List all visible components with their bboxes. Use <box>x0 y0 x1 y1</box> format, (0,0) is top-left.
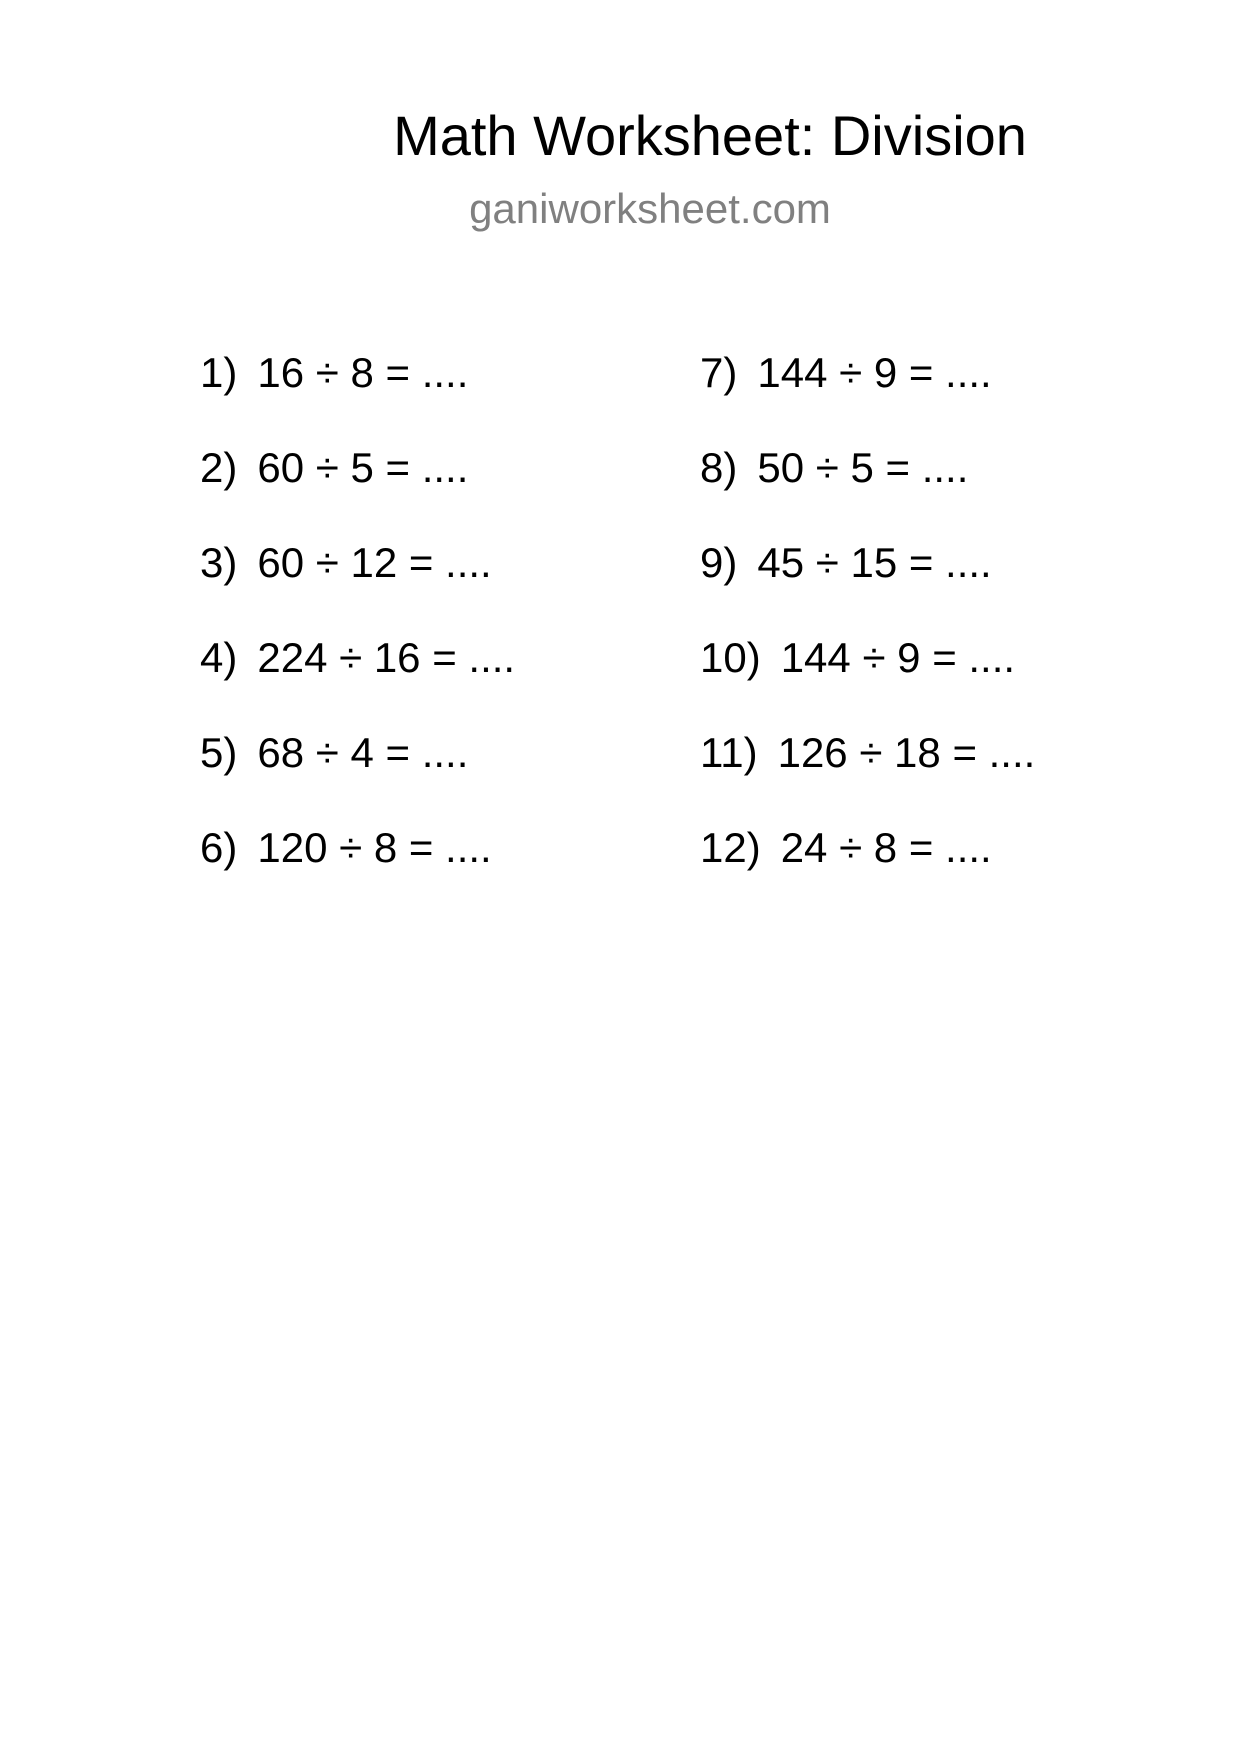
problem-expression: 45 ÷ 15 = .... <box>757 539 992 586</box>
problem-expression: 144 ÷ 9 = .... <box>780 634 1016 681</box>
problem-number: 11) <box>700 729 758 776</box>
website-label: ganiworksheet.com <box>469 185 831 232</box>
problem-expression: 60 ÷ 12 = .... <box>257 539 492 586</box>
problem-column-right <box>700 343 1035 913</box>
problem-expression: 120 ÷ 8 = .... <box>257 824 492 871</box>
problem-item <box>700 343 1035 438</box>
problem-number: 3) <box>200 539 238 586</box>
problem-item <box>700 723 1035 818</box>
problem-expression: 126 ÷ 18 = .... <box>777 729 1036 776</box>
problem-number: 2) <box>200 444 238 491</box>
problem-item <box>700 438 1035 533</box>
problem-number: 12) <box>700 824 761 871</box>
problem-number: 6) <box>200 824 238 871</box>
problem-number: 1) <box>200 349 238 396</box>
problem-number: 8) <box>700 444 738 491</box>
problem-item <box>200 723 515 818</box>
problem-expression: 50 ÷ 5 = .... <box>757 444 969 491</box>
problem-expression: 16 ÷ 8 = .... <box>257 349 469 396</box>
problem-item <box>700 628 1035 723</box>
problem-number: 5) <box>200 729 238 776</box>
problem-expression: 224 ÷ 16 = .... <box>257 634 516 681</box>
problem-item <box>700 818 1035 913</box>
problem-item <box>200 343 515 438</box>
problem-column-left <box>200 343 515 913</box>
problem-item <box>200 628 515 723</box>
problem-item <box>700 533 1035 628</box>
problem-expression: 60 ÷ 5 = .... <box>257 444 469 491</box>
problem-number: 7) <box>700 349 738 396</box>
problem-item <box>200 533 515 628</box>
problem-item <box>200 818 515 913</box>
problem-number: 4) <box>200 634 238 681</box>
problem-number: 9) <box>700 539 738 586</box>
problem-expression: 68 ÷ 4 = .... <box>257 729 469 776</box>
page-title: Math Worksheet: Division <box>393 104 1027 167</box>
problem-expression: 144 ÷ 9 = .... <box>757 349 992 396</box>
problem-number: 10) <box>700 634 761 681</box>
problem-expression: 24 ÷ 8 = .... <box>780 824 992 871</box>
problem-item <box>200 438 515 533</box>
